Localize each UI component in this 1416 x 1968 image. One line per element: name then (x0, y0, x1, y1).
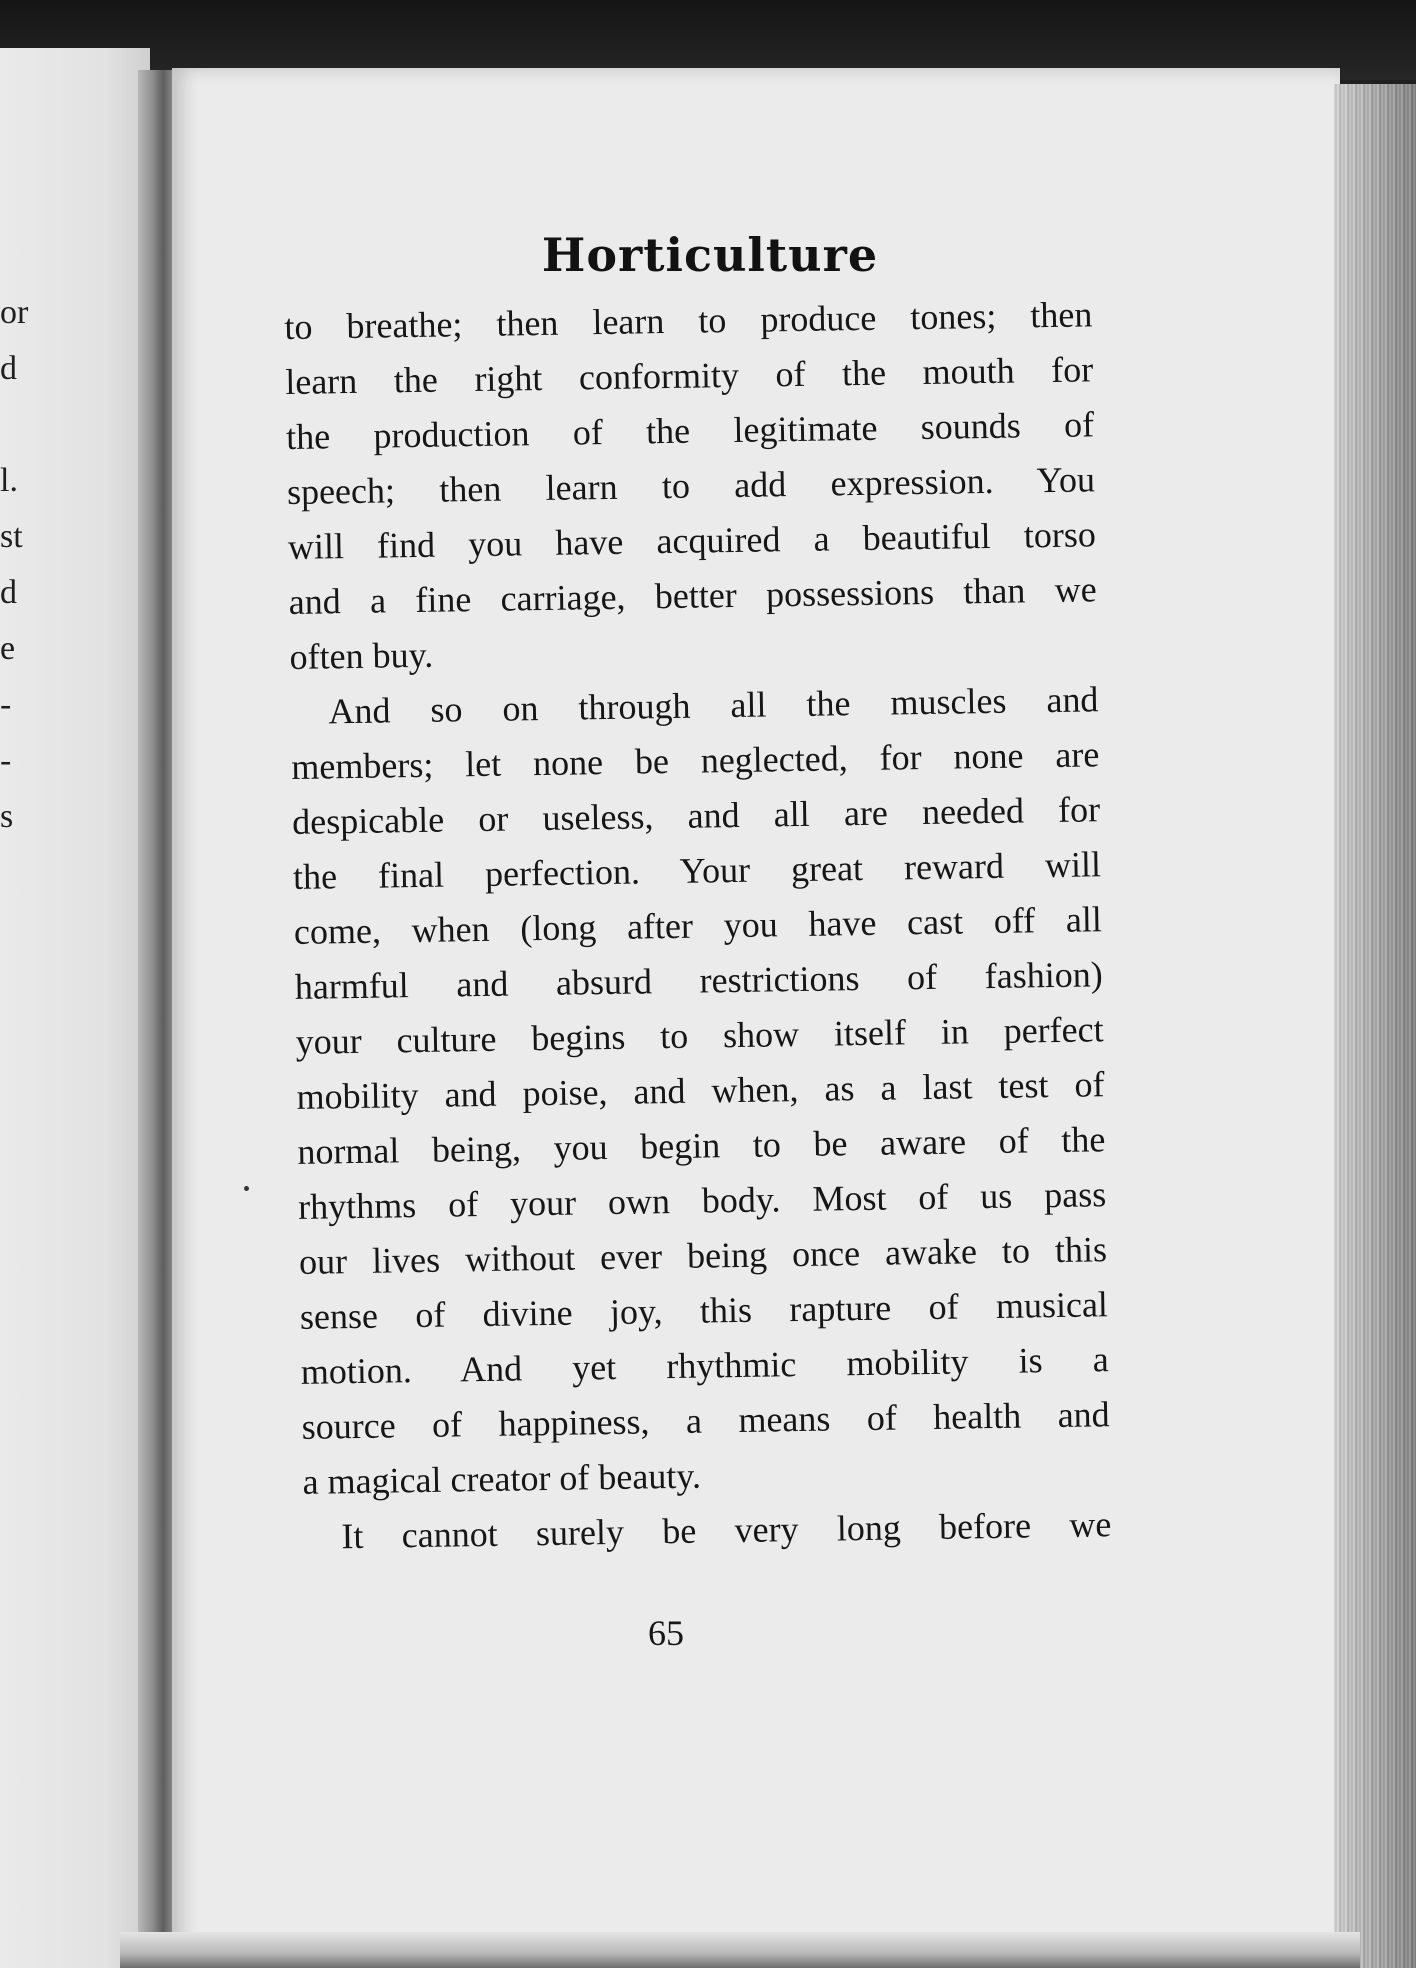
text-line: the final perfection. Your great reward will (292, 844, 1102, 897)
text-line: our lives without ever being once awake to this (298, 1229, 1108, 1282)
left-fragment: d (0, 574, 17, 611)
left-fragment: or (0, 294, 29, 331)
left-fragment: d (0, 350, 17, 387)
page-number: 65 (648, 1613, 684, 1653)
left-page-text-fragments (0, 285, 28, 845)
text-line: normal being, you begin to be aware of the (297, 1119, 1106, 1172)
body-text (284, 287, 1112, 1565)
left-fragment: st (0, 518, 23, 555)
running-head: Horticulture (541, 228, 879, 282)
text-line: the production of the legitimate sounds of (285, 404, 1095, 457)
text-line: rhythms of your own body. Most of us pass (297, 1174, 1107, 1227)
text-line: often buy. (289, 634, 434, 677)
stray-ink-dot (244, 1186, 249, 1191)
text-line: motion. And yet rhythmic mobility is a (300, 1339, 1110, 1392)
text-line: to breathe; then learn to produce tones; then (284, 294, 1093, 347)
text-line: harmful and absurd restrictions of fashion) (294, 954, 1104, 1007)
left-fragment: s (0, 798, 14, 835)
left-fragment: l. (0, 462, 18, 499)
text-line: come, when (long after you have cast off all (293, 899, 1103, 952)
text-line: members; let none be neglected, for none are (291, 734, 1100, 787)
text-line: a magical creator of beauty. (302, 1455, 702, 1502)
text-line: learn the right conformity of the mouth for (284, 349, 1094, 402)
left-fragment: - (0, 742, 12, 779)
text-line: will find you have acquired a beautiful torso (287, 514, 1097, 567)
bottom-page-edge (120, 1932, 1360, 1968)
text-line: source of happiness, a means of health and (301, 1394, 1110, 1447)
text-line: And so on through all the muscles and (328, 679, 1099, 732)
text-line: mobility and poise, and when, as a last test of (296, 1064, 1105, 1117)
left-fragment: - (0, 686, 12, 723)
left-fragment (0, 397, 28, 453)
text-line: despicable or useless, and all are needed for (291, 789, 1101, 842)
text-line: speech; then learn to add expression. You (286, 459, 1096, 512)
left-fragment: e (0, 630, 16, 667)
text-line: your culture begins to show itself in perfect (295, 1009, 1104, 1062)
text-line: and a fine carriage, better possessions than we (288, 569, 1097, 622)
page-edge-shade (1334, 84, 1416, 1968)
text-line: It cannot surely be very long before we (341, 1504, 1112, 1557)
text-line: sense of divine joy, this rapture of musical (299, 1284, 1109, 1337)
